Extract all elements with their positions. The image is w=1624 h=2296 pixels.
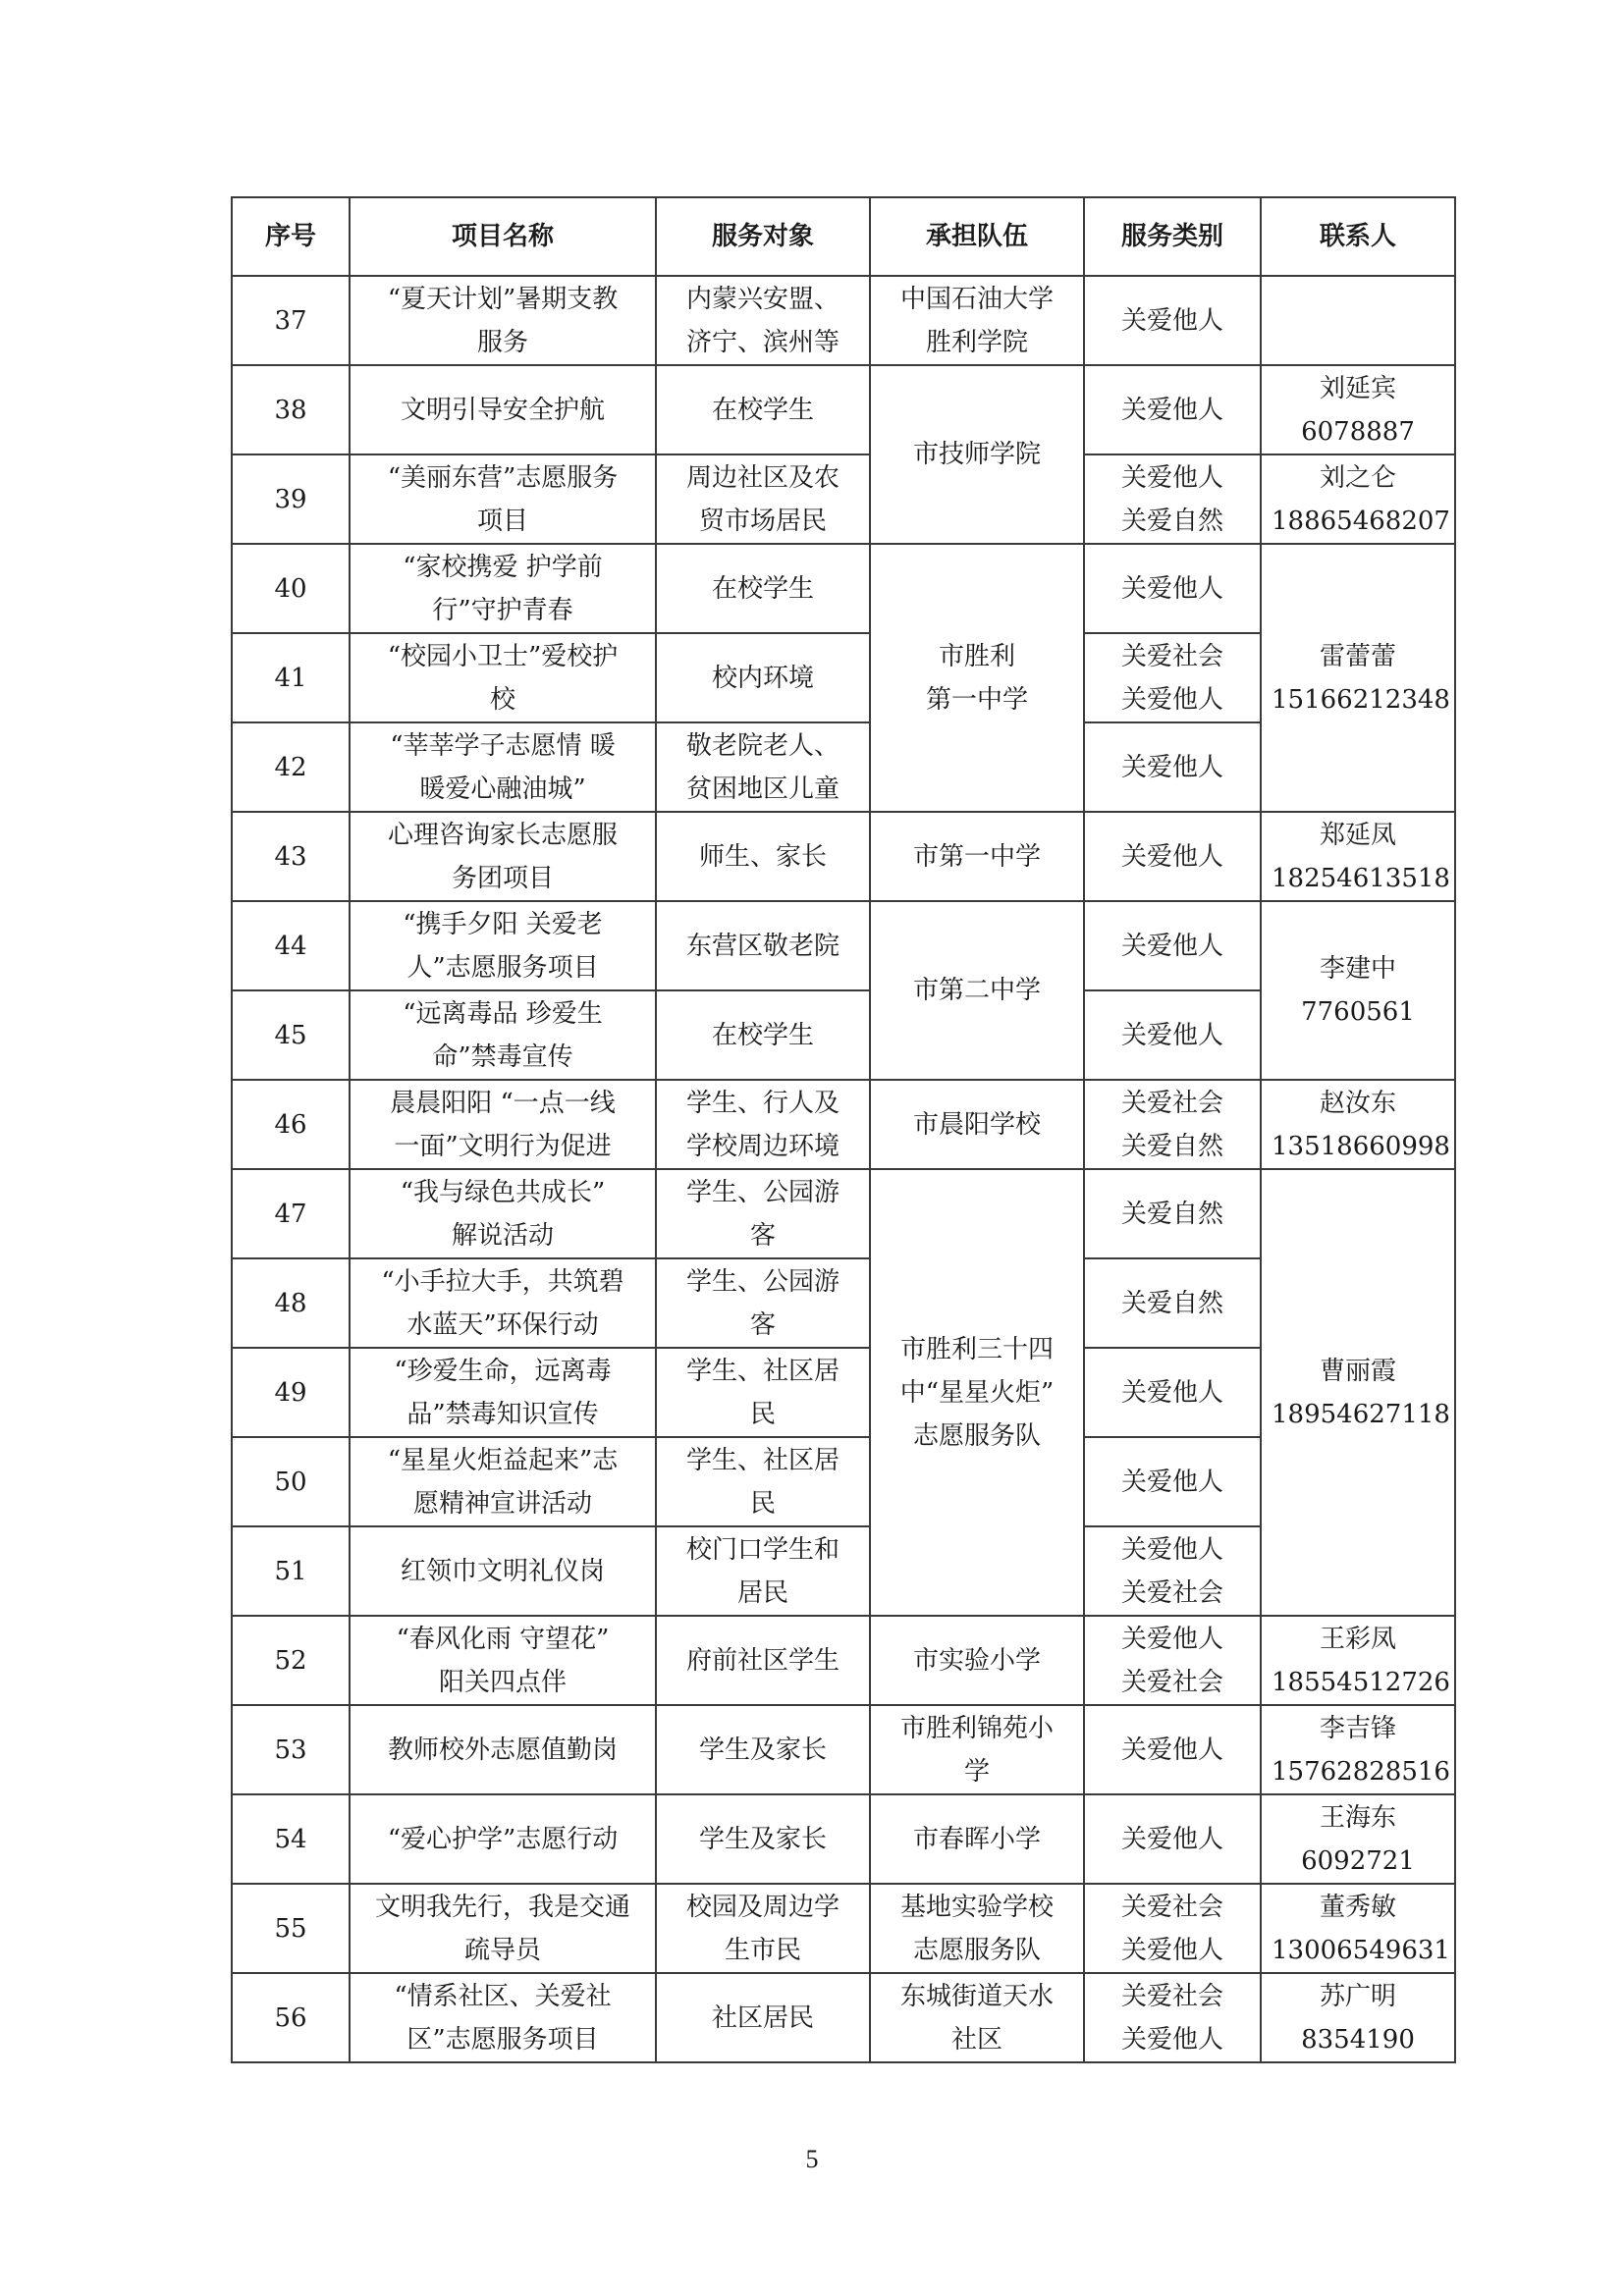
cell-service-target-line: 学生、公园游 [685,1266,839,1297]
cell-contact-line: 赵汝东 [1319,1088,1396,1118]
cell-contact-line: 王彩凤 [1319,1624,1396,1654]
cell-category-line: 关爱社会 [1120,1577,1223,1608]
cell-contact-line: 13518660998 [1272,1131,1450,1161]
header-seq: 序号 [232,197,350,276]
table-row [232,1973,1455,2062]
cell-contact-line: 苏广明 [1319,1981,1396,2011]
cell-service-target-line: 在校学生 [711,573,814,604]
cell-category [1084,1973,1261,2062]
cell-project-name [350,1169,656,1258]
cell-team-line: 志愿服务队 [912,1420,1041,1451]
cell-project-name [350,1705,656,1794]
project-table [231,196,1456,2063]
cell-project-name-line: “莘莘学子志愿情 暖 [390,730,616,761]
cell-seq: 39 [232,454,350,544]
cell-category [1084,276,1261,365]
cell-service-target [656,1884,870,1973]
cell-service-target-line: 学校周边环境 [685,1131,839,1161]
cell-project-name [350,990,656,1080]
cell-service-target [656,1169,870,1258]
cell-team [870,1169,1084,1616]
cell-project-name-line: 务团项目 [451,863,554,893]
cell-project-name-line: 文明我先行，我是交通 [374,1892,630,1922]
cell-service-target-line: 内蒙兴安盟、 [685,284,839,314]
cell-category-line: 关爱他人 [1120,305,1223,336]
cell-category [1084,1348,1261,1437]
cell-seq: 56 [232,1973,350,2062]
cell-seq: 53 [232,1705,350,1794]
cell-project-name-line: 区”志愿服务项目 [406,2024,599,2055]
cell-category-line: 关爱他人 [1120,684,1223,715]
cell-service-target-line: 学生、公园游 [685,1177,839,1207]
cell-service-target-line: 周边社区及农 [685,462,839,493]
cell-category [1084,633,1261,722]
cell-project-name-line: “星星火炬益起来”志 [387,1445,619,1475]
cell-category-line: 关爱他人 [1120,841,1223,872]
cell-project-name-line: “春风化雨 守望花” [396,1624,610,1654]
cell-project-name-line: 晨晨阳阳 “一点一线 [390,1088,616,1118]
cell-category [1084,365,1261,454]
cell-service-target-line: 社区居民 [711,2002,814,2033]
cell-team-line: 基地实验学校 [899,1892,1054,1922]
cell-service-target-line: 在校学生 [711,1020,814,1050]
cell-project-name-line: “小手拉大手，共筑碧 [381,1266,624,1297]
cell-category-line: 关爱他人 [1120,1377,1223,1408]
table-row [232,1080,1455,1169]
cell-seq: 43 [232,812,350,901]
cell-service-target [656,990,870,1080]
cell-project-name-line: “校园小卫士”爱校护 [387,641,619,671]
cell-project-name [350,1348,656,1437]
cell-project-name [350,1794,656,1884]
cell-service-target-line: 府前社区学生 [685,1645,839,1676]
cell-contact-line: 李建中 [1319,954,1396,984]
cell-team-line: 社区 [950,2024,1002,2055]
cell-category [1084,812,1261,901]
cell-category [1084,1437,1261,1526]
cell-project-name-line: 校 [489,684,515,715]
cell-service-target-line: 学生、社区居 [685,1445,839,1475]
cell-project-name-line: 行”守护青春 [432,595,573,625]
cell-category-line: 关爱他人 [1120,1624,1223,1654]
cell-team [870,544,1084,812]
cell-team-line: 市春晖小学 [912,1824,1041,1854]
cell-contact [1261,1794,1455,1884]
cell-category-line: 关爱自然 [1120,1131,1223,1161]
cell-project-name-line: 命”禁毒宣传 [432,1041,573,1072]
cell-service-target [656,1080,870,1169]
cell-project-name-line: “夏天计划”暑期支教 [387,284,619,314]
cell-contact-line: 6092721 [1301,1845,1415,1876]
cell-category-line: 关爱他人 [1120,1467,1223,1497]
cell-project-name [350,454,656,544]
cell-project-name-line: “珍爱生命，远离毒 [394,1356,612,1386]
cell-category-line: 关爱他人 [1120,2024,1223,2055]
cell-contact-line: 董秀敏 [1319,1892,1396,1922]
cell-team-line: 第一中学 [925,684,1028,715]
cell-service-target-line: 民 [749,1488,776,1519]
cell-team [870,901,1084,1080]
cell-service-target [656,812,870,901]
cell-team-line: 市第二中学 [912,976,1041,1005]
cell-team-line: 东城街道天水 [899,1981,1054,2011]
cell-seq: 38 [232,365,350,454]
cell-contact [1261,1973,1455,2062]
cell-category-line: 关爱自然 [1120,1288,1223,1318]
cell-project-name-line: 暖爱心融油城” [419,774,586,804]
cell-service-target [656,365,870,454]
cell-contact [1261,812,1455,901]
cell-team-line: 中国石油大学 [899,284,1054,314]
cell-seq: 52 [232,1616,350,1705]
cell-seq: 45 [232,990,350,1080]
cell-seq: 47 [232,1169,350,1258]
cell-service-target-line: 贸市场居民 [698,506,827,536]
cell-project-name [350,276,656,365]
cell-contact-line: 郑延凤 [1319,820,1396,850]
cell-category-line: 关爱他人 [1120,395,1223,425]
cell-seq: 54 [232,1794,350,1884]
cell-team-line: 学 [963,1756,990,1787]
table-row [232,365,1455,454]
cell-service-target [656,1973,870,2062]
cell-contact [1261,276,1455,365]
cell-service-target-line: 校内环境 [711,663,814,693]
table-row [232,1169,1455,1258]
cell-project-name-line: 服务 [476,327,528,357]
cell-category [1084,1258,1261,1348]
table-row [232,1705,1455,1794]
cell-seq: 44 [232,901,350,990]
cell-contact [1261,1884,1455,1973]
cell-service-target-line: 在校学生 [711,395,814,425]
cell-contact [1261,1169,1455,1616]
cell-contact-line: 18865468207 [1272,506,1450,536]
cell-service-target-line: 敬老院老人、 [685,730,839,761]
cell-team-line: 志愿服务队 [912,1935,1041,1965]
cell-service-target [656,276,870,365]
cell-service-target [656,1705,870,1794]
cell-project-name [350,812,656,901]
cell-team [870,1884,1084,1973]
cell-seq: 46 [232,1080,350,1169]
cell-service-target-line: 居民 [736,1577,788,1608]
cell-team-line: 市晨阳学校 [912,1109,1041,1140]
cell-team-line: 胜利学院 [925,327,1028,357]
cell-seq: 42 [232,722,350,812]
cell-project-name-line: 阳关四点伴 [438,1667,567,1697]
table-row [232,1616,1455,1705]
cell-service-target [656,1794,870,1884]
cell-contact-line: 18254613518 [1272,863,1450,893]
cell-contact [1261,544,1455,812]
cell-service-target [656,901,870,990]
cell-category-line: 关爱他人 [1120,931,1223,961]
cell-contact [1261,901,1455,1080]
cell-category [1084,1794,1261,1884]
cell-service-target-line: 校门口学生和 [685,1534,839,1565]
cell-service-target-line: 贫困地区儿童 [685,774,839,804]
cell-service-target-line: 东营区敬老院 [685,931,839,961]
cell-project-name [350,633,656,722]
cell-category-line: 关爱社会 [1120,1981,1223,2011]
cell-service-target-line: 学生、行人及 [685,1088,839,1118]
cell-contact-line: 18954627118 [1272,1399,1450,1429]
table-row [232,812,1455,901]
cell-category [1084,544,1261,633]
cell-seq: 55 [232,1884,350,1973]
cell-project-name [350,1616,656,1705]
header-row [232,197,1455,276]
cell-seq: 41 [232,633,350,722]
cell-category-line: 关爱社会 [1120,1667,1223,1697]
cell-service-target [656,1348,870,1437]
cell-category-line: 关爱社会 [1120,641,1223,671]
cell-service-target-line: 生市民 [724,1935,801,1965]
cell-seq: 50 [232,1437,350,1526]
cell-contact [1261,1705,1455,1794]
cell-project-name-line: 人”志愿服务项目 [406,952,599,983]
cell-category [1084,722,1261,812]
cell-team-line: 中“星星火炬” [899,1377,1055,1408]
cell-service-target-line: 师生、家长 [698,841,827,872]
cell-team-line: 市胜利锦苑小 [899,1713,1054,1743]
cell-project-name-line: 心理咨询家长志愿服 [387,820,618,850]
cell-category [1084,1705,1261,1794]
cell-project-name-line: “家校携爱 护学前 [403,552,603,582]
cell-category-line: 关爱自然 [1120,506,1223,536]
cell-seq: 40 [232,544,350,633]
cell-contact-line: 15762828516 [1272,1756,1450,1787]
cell-category [1084,1169,1261,1258]
cell-category [1084,454,1261,544]
cell-category-line: 关爱他人 [1120,1020,1223,1050]
cell-category-line: 关爱他人 [1120,752,1223,782]
table-row [232,454,1455,544]
cell-team [870,1080,1084,1169]
cell-contact-line: 曹丽霞 [1319,1356,1396,1386]
cell-service-target [656,1526,870,1616]
header-contact: 联系人 [1261,197,1455,276]
cell-project-name-line: “我与绿色共成长” [400,1177,606,1207]
cell-contact [1261,454,1455,544]
cell-project-name-line: 文明引导安全护航 [400,395,605,425]
cell-contact-line: 6078887 [1301,416,1415,447]
cell-project-name-line: “爱心护学”志愿行动 [387,1824,619,1854]
cell-service-target [656,722,870,812]
cell-category-line: 关爱他人 [1120,1735,1223,1765]
cell-project-name [350,1437,656,1526]
cell-category-line: 关爱社会 [1120,1088,1223,1118]
cell-service-target [656,454,870,544]
header-service-target: 服务对象 [656,197,870,276]
cell-project-name-line: 红领巾文明礼仪岗 [400,1556,605,1586]
cell-project-name-line: “远离毒品 珍爱生 [403,998,603,1029]
header-team: 承担队伍 [870,197,1084,276]
cell-contact-line: 刘延宾 [1319,373,1396,403]
cell-contact-line: 王海东 [1319,1802,1396,1833]
cell-project-name-line: “情系社区、关爱社 [394,1981,612,2011]
cell-service-target-line: 客 [749,1220,776,1251]
cell-project-name [350,1973,656,2062]
cell-contact [1261,1080,1455,1169]
cell-contact-line: 7760561 [1301,997,1415,1027]
cell-contact-line: 李吉锋 [1319,1713,1396,1743]
cell-category [1084,990,1261,1080]
cell-team [870,1794,1084,1884]
cell-service-target [656,1616,870,1705]
cell-category-line: 关爱社会 [1120,1892,1223,1922]
cell-project-name [350,1258,656,1348]
cell-team [870,812,1084,901]
cell-project-name [350,1080,656,1169]
cell-contact-line: 13006549631 [1272,1935,1450,1965]
cell-project-name-line: 项目 [476,506,528,536]
header-category: 服务类别 [1084,197,1261,276]
cell-team [870,365,1084,544]
cell-contact-line: 15166212348 [1272,684,1450,715]
cell-project-name-line: 疏导员 [463,1935,541,1965]
cell-project-name [350,1884,656,1973]
table-row [232,544,1455,633]
cell-team-line: 市胜利 [938,641,1015,671]
cell-team-line: 市第一中学 [912,841,1041,872]
cell-seq: 37 [232,276,350,365]
table-row [232,1884,1455,1973]
cell-team [870,1616,1084,1705]
cell-category [1084,901,1261,990]
cell-service-target [656,1258,870,1348]
cell-service-target-line: 民 [749,1399,776,1429]
table-row [232,276,1455,365]
cell-project-name-line: “美丽东营”志愿服务 [387,462,619,493]
cell-contact [1261,365,1455,454]
cell-seq: 51 [232,1526,350,1616]
cell-seq: 49 [232,1348,350,1437]
cell-project-name-line: 愿精神宣讲活动 [412,1488,592,1519]
cell-project-name-line: 一面”文明行为促进 [394,1131,612,1161]
cell-project-name-line: 品”禁毒知识宣传 [406,1399,599,1429]
table-row [232,1794,1455,1884]
cell-contact [1261,1616,1455,1705]
cell-seq: 48 [232,1258,350,1348]
cell-category [1084,1526,1261,1616]
cell-team-line: 市胜利三十四 [899,1334,1054,1364]
cell-service-target-line: 学生、社区居 [685,1356,839,1386]
cell-project-name [350,365,656,454]
cell-category [1084,1616,1261,1705]
cell-category [1084,1080,1261,1169]
header-project-name: 项目名称 [350,197,656,276]
table-row [232,901,1455,990]
cell-contact-line: 8354190 [1301,2024,1415,2055]
cell-project-name-line: 解说活动 [451,1220,554,1251]
cell-team-line: 市技师学院 [912,440,1041,469]
cell-project-name [350,901,656,990]
cell-project-name [350,544,656,633]
cell-service-target-line: 学生及家长 [698,1735,827,1765]
cell-project-name-line: 水蓝天”环保行动 [406,1309,599,1340]
cell-project-name [350,1526,656,1616]
page-number: 5 [805,2145,819,2173]
cell-category-line: 关爱他人 [1120,1534,1223,1565]
cell-contact-line: 刘之仑 [1319,462,1396,493]
cell-category-line: 关爱他人 [1120,462,1223,493]
cell-team [870,276,1084,365]
cell-team [870,1705,1084,1794]
table-body [232,276,1455,2062]
cell-project-name-line: 教师校外志愿值勤岗 [387,1735,618,1765]
cell-service-target [656,544,870,633]
cell-project-name-line: “携手夕阳 关爱老 [403,909,603,939]
cell-project-name [350,722,656,812]
cell-service-target [656,633,870,722]
cell-service-target-line: 济宁、滨州等 [685,327,839,357]
cell-category-line: 关爱自然 [1120,1199,1223,1229]
cell-contact-line: 18554512726 [1272,1667,1450,1697]
cell-service-target-line: 客 [749,1309,776,1340]
cell-service-target [656,1437,870,1526]
cell-team [870,1973,1084,2062]
cell-service-target-line: 学生及家长 [698,1824,827,1854]
cell-team-line: 市实验小学 [912,1645,1041,1676]
cell-category-line: 关爱他人 [1120,573,1223,604]
cell-contact-line: 雷蕾蕾 [1319,641,1396,671]
cell-category [1084,1884,1261,1973]
cell-service-target-line: 校园及周边学 [685,1892,839,1922]
cell-category-line: 关爱他人 [1120,1935,1223,1965]
cell-category-line: 关爱他人 [1120,1824,1223,1854]
